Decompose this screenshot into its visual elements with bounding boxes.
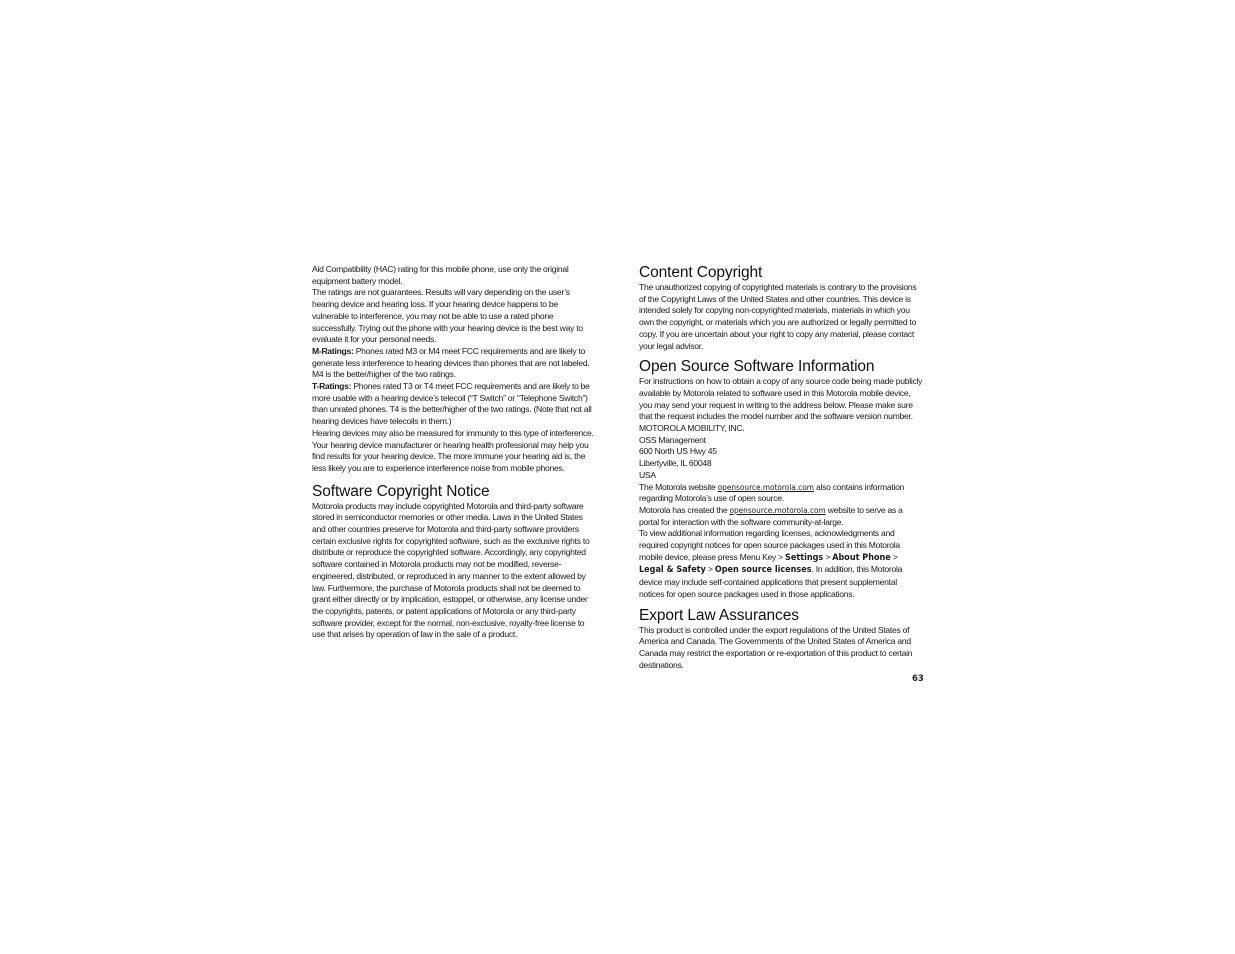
software-copyright-text: Motorola products may include copyrighted Motorola and third-party software stored in semiconductor memories or other media. Laws in the United States and other countries preserve for Motorola and third-party software providers certain exclusive rights for copyrighted software, such as the exclusive rights to distribute or reproduce the copyrighted software. Accordingly, any copyrighted software contained in Motorola products may not be modified, reverse-engineered, distributed, or reproduced in any manner to the extent allowed by law. Furthermore, the purchase of Motorola products shall not be deemed to grant either directly or by implication, estoppel, or otherwise, any license under the copyrights, patents, or patent applications of Motorola or any third-party software provider, except for the normal, non-exclusive, royalty-free license to use that arises by operation of law in the sale of a product.	[312, 500, 590, 640]
export-law-text: This product is controlled under the export regulations of the United States of America and Canada. The Governments of the United States of America and Canada may restrict the exportation or re-exportation of this product to certain destinations.	[639, 624, 913, 670]
menu-separator: >	[705, 564, 715, 575]
licenses-pre-text: To view additional information regarding licenses, acknowledgments and required copyright notices for open source packages used in this Motorola mobile device, please press Menu Key >	[639, 528, 900, 562]
menu-path-open-source-licenses: Open source licenses	[714, 565, 812, 576]
m-ratings-label: M-Ratings:	[312, 345, 354, 356]
left-column	[312, 264, 595, 641]
menu-separator: >	[890, 551, 898, 562]
mailing-address	[639, 423, 923, 482]
menu-path-about-phone: About Phone	[832, 552, 891, 563]
hac-intro-text: Aid Compatibility (HAC) rating for this mobile phone, use only the original equipment battery model.	[312, 264, 569, 286]
portal-post-text: website to serve as a portal for interaction with the software community-at-large.	[639, 504, 903, 527]
address-line: OSS Management	[639, 434, 706, 445]
portal-paragraph	[639, 505, 923, 528]
licenses-post-text: . In addition, this Motorola device may include self-contained applications that present supplemental notices for open source packages used in those applications.	[639, 564, 903, 599]
website-pre-text: The Motorola website	[639, 481, 718, 492]
ratings-note-text: The ratings are not guarantees. Results will vary depending on the user’s hearing device and hearing loss. If your hearing device happens to be vulnerable to interference, you may not be able to use a rated phone successfully. Trying out the phone with your hearing device is the best way to evaluate it for your personal needs.	[312, 287, 583, 345]
right-column	[639, 264, 923, 671]
menu-path-settings: Settings	[785, 552, 824, 563]
licenses-paragraph	[639, 528, 923, 600]
content-copyright-heading: Content Copyright	[639, 264, 763, 281]
website-post-text: also contains information regarding Motorola’s use of open source.	[639, 481, 905, 504]
open-source-heading: Open Source Software Information	[639, 358, 875, 376]
immunity-text: Hearing devices may also be measured for immunity to this type of interference. Your hearing device manufacturer or hearing health professional may help you find results for your hearing device. The more immune your hearing aid is, the less likely you are to experience interference noise from mobile phones.	[312, 427, 594, 473]
menu-path-legal-safety: Legal & Safety	[639, 565, 706, 576]
address-line: USA	[639, 469, 656, 480]
m-ratings-text: Phones rated M3 or M4 meet FCC requirements and are likely to generate less interference to hearing devices than phones that are not labeled. M4 is the better/higher of the two ratings.	[312, 345, 590, 380]
portal-pre-text: Motorola has created the	[639, 504, 730, 515]
export-law-heading: Export Law Assurances	[639, 606, 799, 624]
t-ratings-label: T-Ratings:	[312, 381, 352, 392]
m-ratings-paragraph	[312, 346, 595, 381]
opensource-link[interactable]: opensource.motorola.com	[717, 481, 814, 492]
address-line: MOTOROLA MOBILITY, INC.	[639, 423, 745, 434]
website-paragraph	[639, 482, 923, 505]
opensource-portal-link[interactable]: opensource.motorola.com	[729, 504, 826, 515]
software-copyright-heading: Software Copyright Notice	[312, 482, 490, 500]
t-ratings-paragraph	[312, 381, 595, 428]
page-number: 63	[912, 674, 924, 684]
menu-separator: >	[823, 551, 833, 562]
address-line: 600 North US Hwy 45	[639, 446, 717, 457]
content-copyright-text: The unauthorized copying of copyrighted materials is contrary to the provisions of the Copyright Laws of the United States and other countries. This device is intended solely for copying non-copyrighted materials, materials in which you own the copyright, or materials which you are authorized or legally permitted to copy. If you are uncertain about your right to copy any material, please contact your legal advisor.	[639, 282, 917, 351]
address-line: Libertyville, IL 60048	[639, 458, 712, 469]
t-ratings-text: Phones rated T3 or T4 meet FCC requirements and are likely to be more usable with a hearing device’s telecoil (“T Switch” or “Telephone Switch”) than unrated phones. T4 is the better/higher of the two ratings. (Note that not all hearing devices have telecoils in them.)	[312, 381, 592, 427]
open-source-text: For instructions on how to obtain a copy of any source code being made publicly available by Motorola related to software used in this Motorola mobile device, you may send your request in writing to the address below. Please make sure that the request includes the model number and the software version number.	[639, 376, 923, 422]
